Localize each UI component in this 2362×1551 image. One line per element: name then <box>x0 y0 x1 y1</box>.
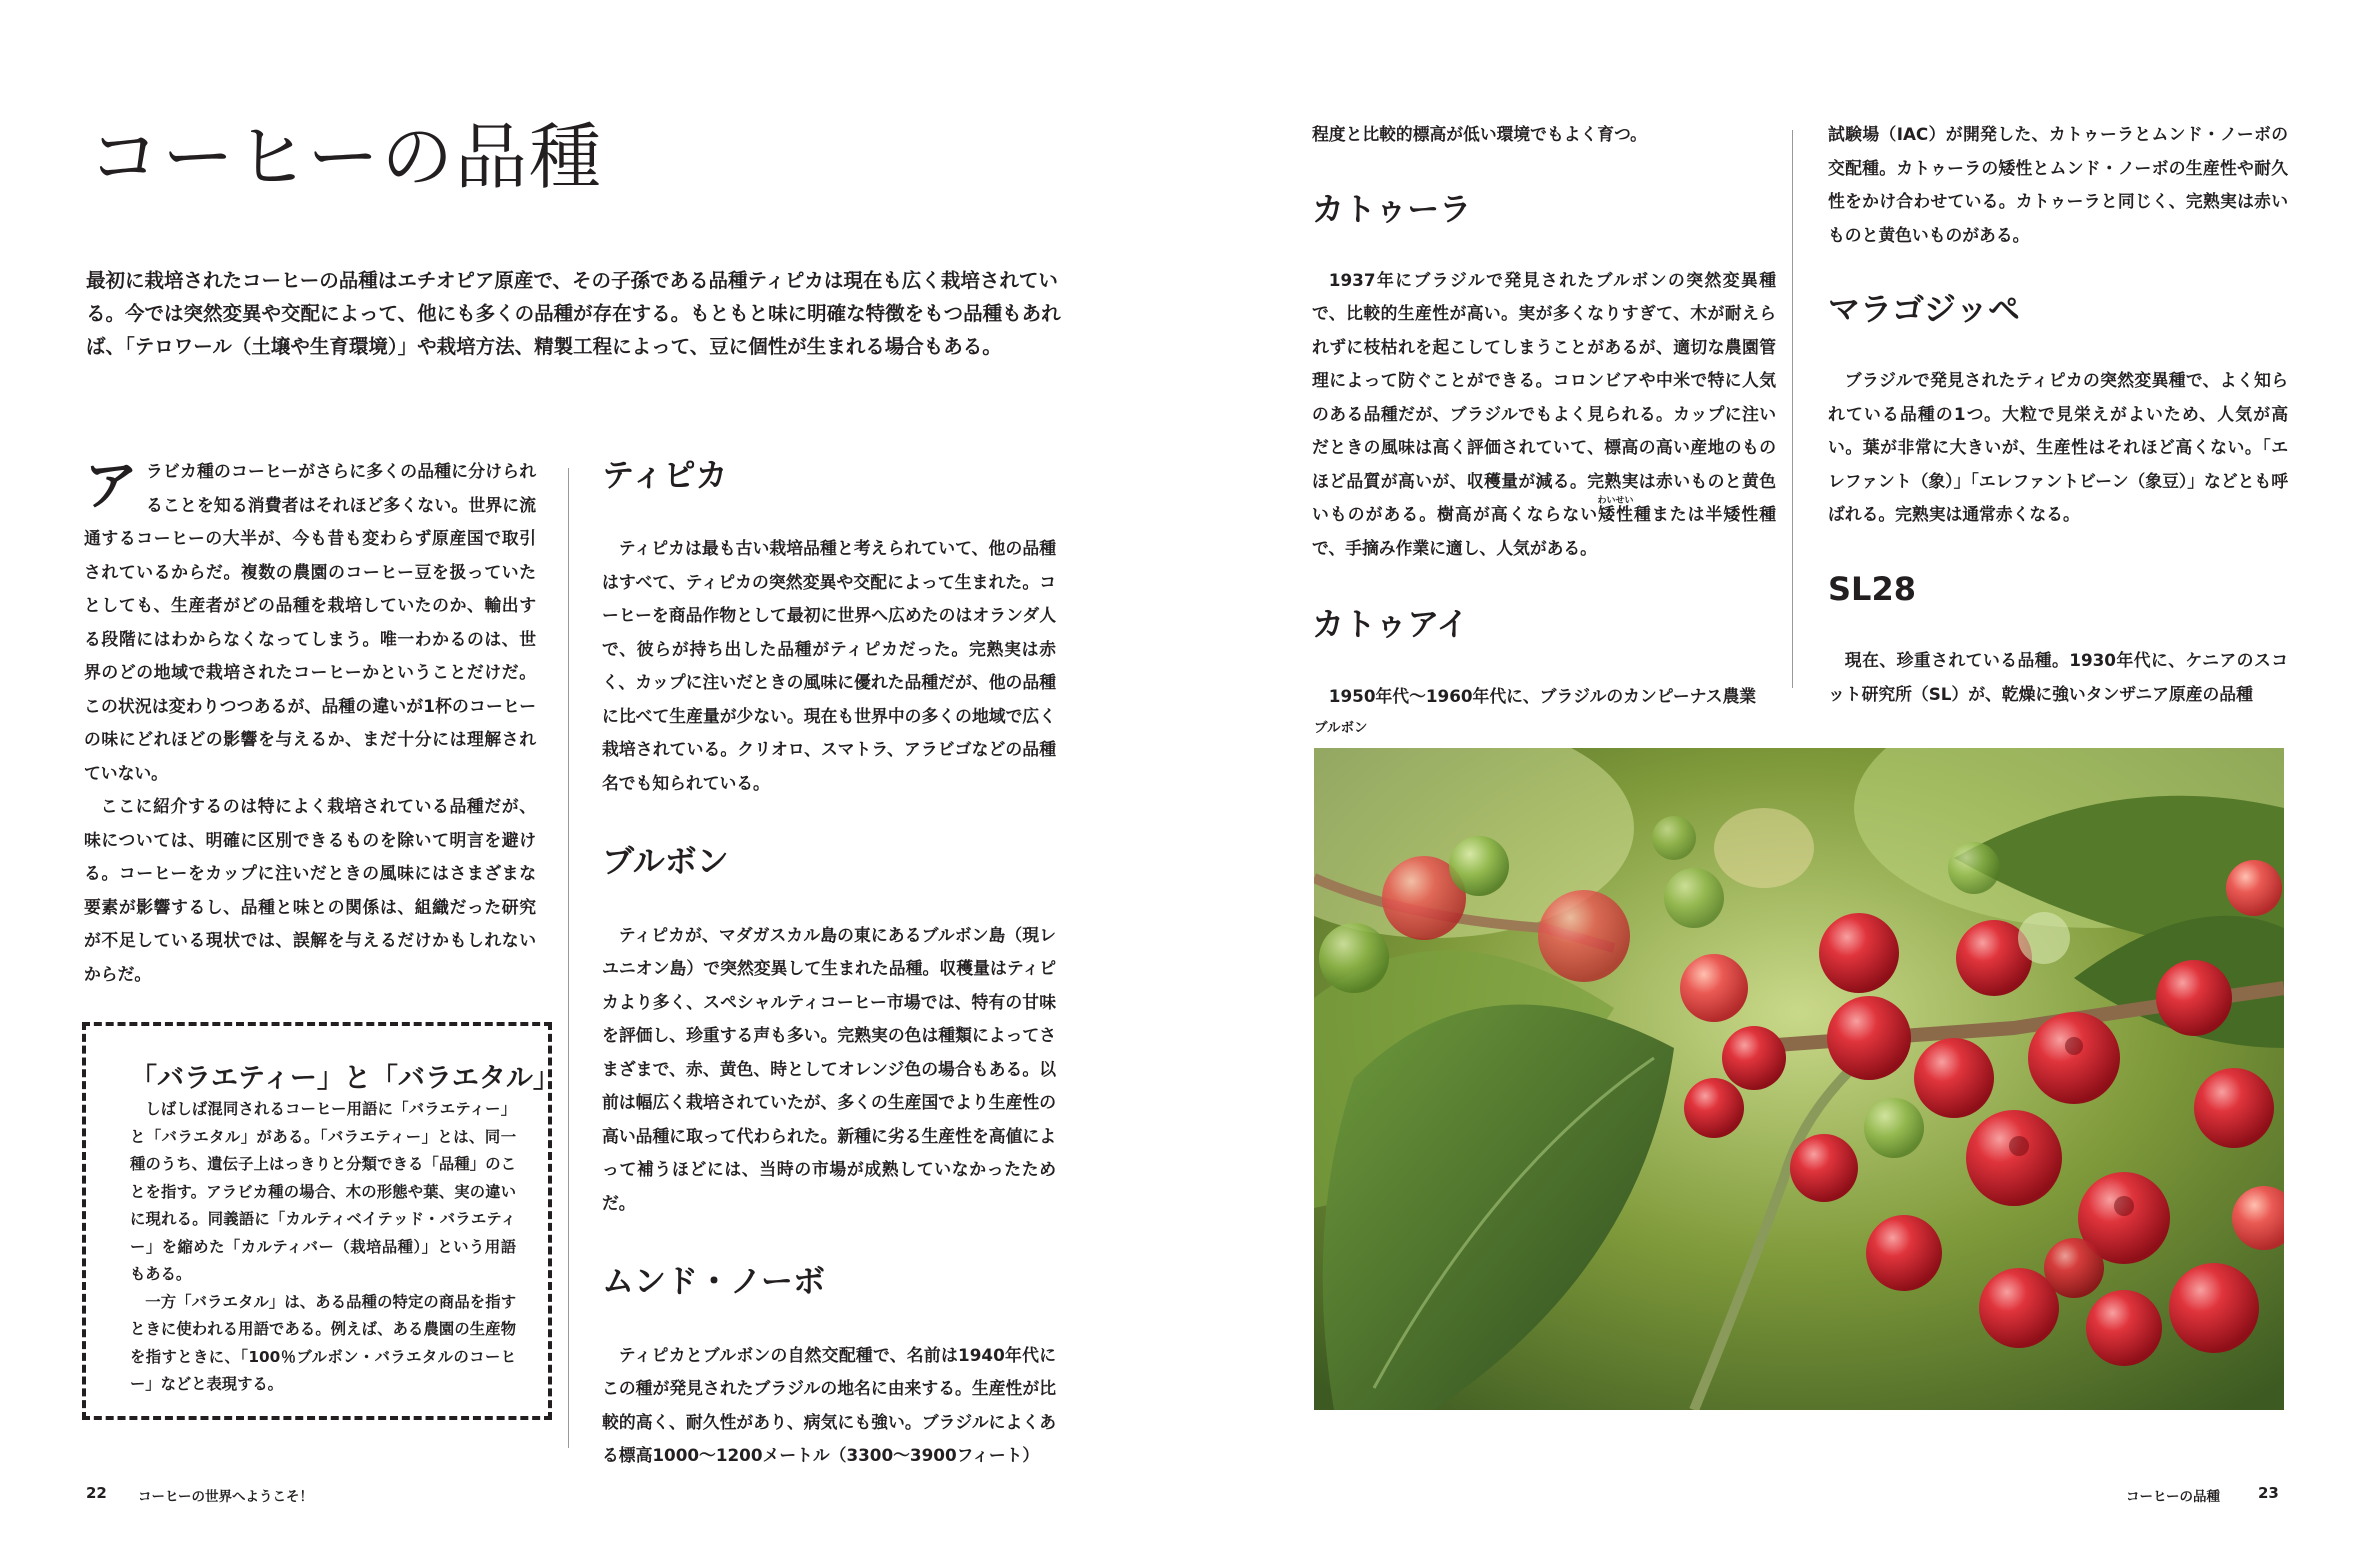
heading-maragogype: マラゴジッペ <box>1828 290 2021 328</box>
photo-caption: ブルボン <box>1314 720 1368 736</box>
mundo-novo-text-block <box>602 1339 1056 1473</box>
maragogype-text: ブラジルで発見されたティピカの突然変異種で、よく知られている品種の1つ。大粒で見栄えがよいため、人気が高い。葉が非常に大きいが、生産性はそれほど高くない。「エレファント（象）」「エレファントビーン（象豆）」などとも呼ばれる。完熟実は通常赤くなる。 <box>1828 370 2288 525</box>
running-head-left: コーヒーの世界へようこそ！ <box>138 1489 313 1505</box>
heading-sl28: SL28 <box>1828 569 1916 608</box>
mundo-novo-continued: 程度と比較的標高が低い環境でもよく育つ。 <box>1312 124 1647 144</box>
opening-paragraph: ラビカ種のコーヒーがさらに多くの品種に分けられることを知る消費者はそれほど多くない。世界に流通するコーヒーの大半が、今も昔も変わらず原産国で取引されているからだ。複数の農園のコーヒー豆を扱っていたとしても、生産者がどの品種を栽培していたのか、輸出する段階にはわからなくなってしまう。唯一わかるのは、世界のどの地域で栽培されたコーヒーかということだけだ。この状況は変わりつつあるが、品種の違いが1杯のコーヒーの味にどれほどの影響を与えるか、まだ十分には理解されていない。 <box>84 461 536 783</box>
sidebar-title: 「バラエティー」と「バラエタル」 <box>130 1063 560 1094</box>
bourbon-text: ティピカが、マダガスカル島の東にあるブルボン島（現レユニオン島）で突然変異して生まれた品種。収穫量はティピカより多く、スペシャルティコーヒー市場では、特有の甘味を評価し、珍重する声も多い。完熟実の色は種類によってさまざまで、赤、黄色、時としてオレンジ色の場合もある。以前は幅広く栽培されていたが、多くの生産国でより生産性の高い品種に取って代わられた。新種に劣る生産性を高値によって補うほどには、当時の市場が成熟していなかったためだ。 <box>602 924 1056 1213</box>
body-column-2 <box>602 456 1056 1473</box>
maragogype-text-block <box>1828 364 2288 532</box>
sidebar-paragraph: しばしば混同されるコーヒー用語に「バラエティー」と「バラエタル」がある。「バラエティー」とは、同一種のうち、遺伝子上はっきりと分類できる「品種」のことを指す。アラビカ種の場合、木の形態や葉、実の違いに現れる。同義語に「カルティベイテッド・バラエティー」を縮めた「カルティバー（栽培品種）」という用語もある。 <box>130 1100 516 1283</box>
second-paragraph: ここに紹介するのは特によく栽培されている品種だが、味については、明確に区別できるものを除いて明言を避ける。コーヒーをカップに注いだときの風味にはさまざまな要素が影響するし、品種と味との関係は、組織だった研究が不足している現状では、誤解を与えるだけかもしれないからだ。 <box>84 796 536 984</box>
page-number-right: 23 <box>2258 1484 2279 1502</box>
catuai-text-block <box>1312 680 1776 714</box>
heading-typica: ティピカ <box>602 456 728 494</box>
caturra-text-block <box>1312 264 1776 566</box>
catuai-continued: 試験場（IAC）が開発した、カトゥーラとムンド・ノーボの交配種。カトゥーラの矮性とムンド・ノーボの生産性や耐久性をかけ合わせている。カトゥーラと同じく、完熟実は赤いものと黄色いものがある。 <box>1828 124 2288 245</box>
caturra-text-end: 種または半矮性種で、手摘み作業に適し、人気がある。 <box>1312 504 1776 558</box>
caturra-ruby: 矮性わいせい <box>1597 496 1634 525</box>
column-divider-left <box>568 468 569 1448</box>
catuai-continued-block <box>1828 118 2288 252</box>
sidebar-box <box>82 1022 560 1420</box>
body-column-4 <box>1828 118 2288 711</box>
drop-cap: ア <box>84 454 138 517</box>
column-divider-right <box>1792 130 1793 688</box>
typica-text-block <box>602 532 1056 800</box>
heading-bourbon: ブルボン <box>602 842 729 881</box>
coffee-cherry-photo <box>1314 748 2284 1410</box>
heading-mundo-novo: ムンド・ノーボ <box>602 1262 826 1301</box>
mundo-novo-continued-block <box>1312 118 1776 152</box>
page-title: コーヒーの品種 <box>88 115 604 199</box>
mundo-novo-text: ティピカとブルボンの自然交配種で、名前は1940年代にこの種が発見されたブラジルの地名に由来する。生産性が比較的高く、耐久性があり、病気にも強い。ブラジルによくある標高1000〜1200メートル（3300〜3900フィート） <box>602 1344 1056 1466</box>
sl28-text-block <box>1828 644 2288 711</box>
sidebar-body <box>130 1096 516 1399</box>
intro-paragraph: 最初に栽培されたコーヒーの品種はエチオピア原産で、その子孫である品種ティピカは現在も広く栽培されている。今では突然変異や交配によって、他にも多くの品種が存在する。もともと味に明確な特徴をもつ品種もあれば、「テロワール（土壌や生育環境）」や栽培方法、精製工程によって、豆に個性が生まれる場合もある。 <box>86 269 1061 358</box>
heading-catuai: カトゥアイ <box>1312 605 1469 644</box>
page-number-left: 22 <box>86 1484 107 1502</box>
running-head-right: コーヒーの品種 <box>2126 1489 2220 1505</box>
sl28-text: 現在、珍重されている品種。1930年代に、ケニアのスコット研究所（SL）が、乾燥に強いタンザニア原産の品種 <box>1828 650 2288 704</box>
caturra-text: 1937年にブラジルで発見されたブルボンの突然変異種で、比較的生産性が高い。実が多くなりすぎて、木が耐えられずに枝枯れを起こしてしまうことがあるが、適切な農園管理によって防ぐことができる。コロンビアや中米で特に人気のある品種だが、ブラジルでもよく見られる。カップに注いだときの風味は高く評価されていて、標高の高い産地のものほど品質が高いが、収穫量が減る。完熟実は赤いものと黄色いものがある。樹高が高くならない <box>1312 269 1776 525</box>
heading-caturra: カトゥーラ <box>1312 189 1472 228</box>
bourbon-text-block <box>602 919 1056 1221</box>
typica-text: ティピカは最も古い栽培品種と考えられていて、他の品種はすべて、ティピカの突然変異や交配によって生まれた。コーヒーを商品作物として最初に世界へ広めたのはオランダ人で、彼らが持ち出した品種がティピカだった。完熟実は赤く、カップに注いだときの風味に優れた品種だが、他の品種に比べて生産量が少ない。現在も世界中の多くの地域で広く栽培されている。クリオロ、スマトラ、アラビゴなどの品種名でも知られている。 <box>602 538 1056 793</box>
body-column-1 <box>84 455 536 991</box>
sidebar-paragraph: 一方「バラエタル」は、ある品種の特定の商品を指すときに使われる用語である。例えば、ある農園の生産物を指すときに、「100％ブルボン・バラエタルのコーヒー」などと表現する。 <box>130 1292 516 1393</box>
catuai-text: 1950年代〜1960年代に、ブラジルのカンピーナス農業 <box>1328 685 1757 706</box>
body-column-3 <box>1312 118 1776 713</box>
